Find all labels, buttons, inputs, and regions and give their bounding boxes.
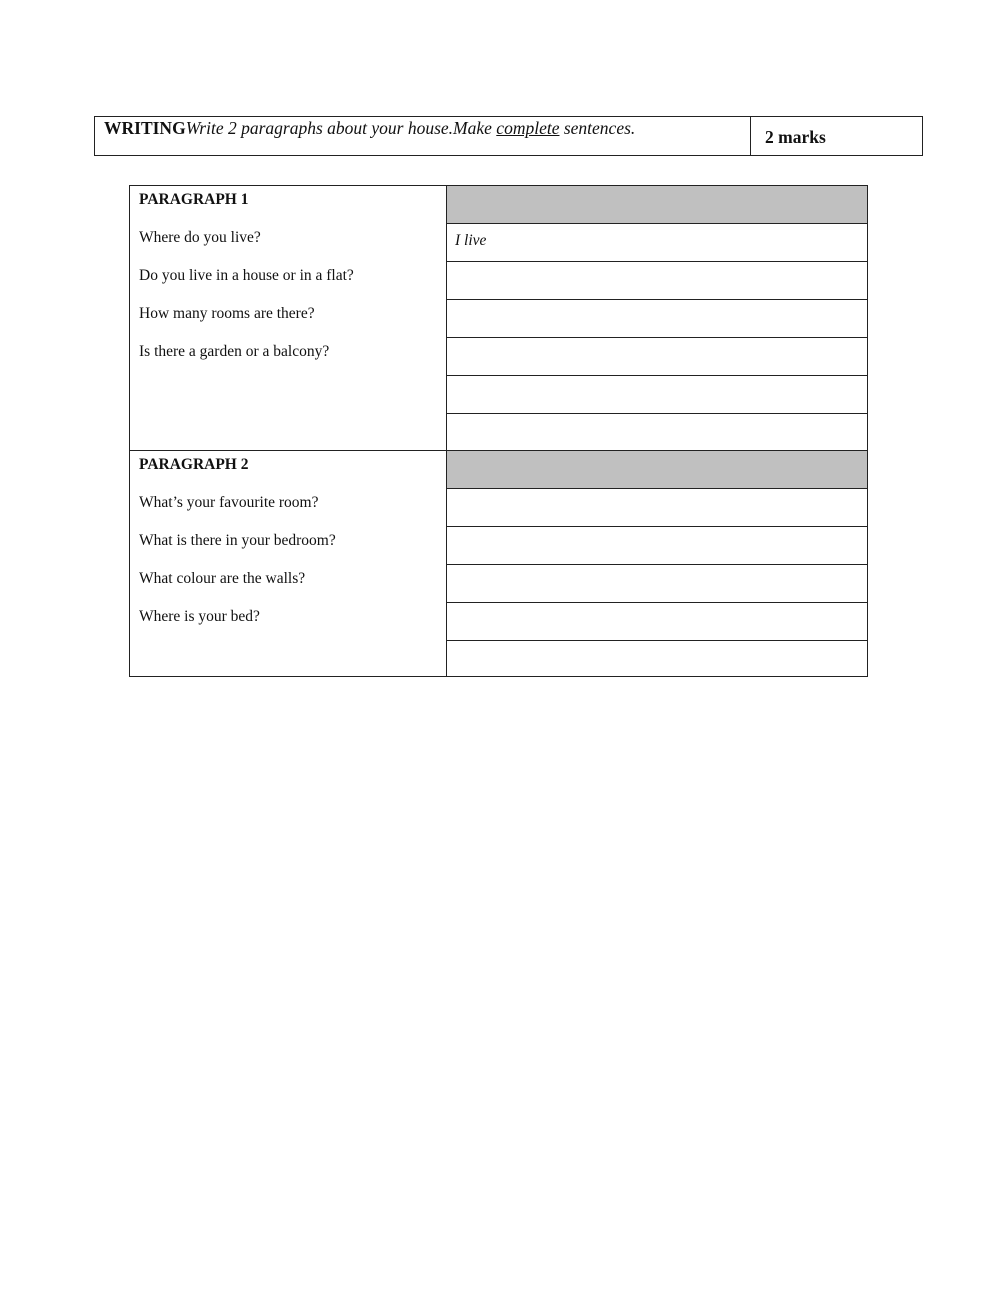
- task-header: [94, 116, 923, 156]
- answer-line[interactable]: [447, 527, 867, 565]
- question-house-or-flat: Do you live in a house or in a flat?: [139, 267, 354, 284]
- paragraph-1-answers: [447, 186, 867, 450]
- marks-label: 2 marks: [765, 127, 826, 147]
- paragraph-1-section: [130, 186, 867, 451]
- paragraph-2-answers: [447, 451, 867, 676]
- answer-line[interactable]: [447, 414, 867, 452]
- answer-line[interactable]: [447, 262, 867, 300]
- instruction-text-2: sentences.: [559, 118, 636, 138]
- answer-line[interactable]: [447, 489, 867, 527]
- paragraph-2-section: [130, 451, 867, 676]
- paragraph-2-questions: [130, 451, 447, 676]
- task-instruction: [95, 117, 751, 155]
- answer-line[interactable]: [447, 603, 867, 641]
- task-heading: WRITING: [104, 118, 186, 138]
- instruction-text-1: Write 2 paragraphs about your house.Make: [185, 118, 497, 138]
- answer-line[interactable]: [447, 338, 867, 376]
- paragraph-1-questions: [130, 186, 447, 450]
- answer-line[interactable]: [447, 565, 867, 603]
- question-bed-location: Where is your bed?: [139, 608, 260, 625]
- question-wall-colour: What colour are the walls?: [139, 570, 306, 587]
- paragraph-1-header-cell: [447, 186, 867, 224]
- writing-table: [129, 185, 868, 677]
- paragraph-1-title: PARAGRAPH 1: [139, 191, 249, 208]
- question-where-live: Where do you live?: [139, 229, 261, 246]
- question-bedroom-contents: What is there in your bedroom?: [139, 532, 336, 549]
- answer-line[interactable]: [447, 641, 867, 676]
- question-rooms-count: How many rooms are there?: [139, 305, 315, 322]
- paragraph-2-header-cell: [447, 451, 867, 489]
- paragraph-2-title: PARAGRAPH 2: [139, 456, 249, 473]
- answer-starter-text: I live: [455, 232, 487, 249]
- instruction-underlined-word: complete: [496, 118, 560, 138]
- answer-line[interactable]: [447, 300, 867, 338]
- question-favourite-room: What’s your favourite room?: [139, 494, 319, 511]
- answer-line[interactable]: [447, 376, 867, 414]
- question-garden-balcony: Is there a garden or a balcony?: [139, 343, 330, 360]
- answer-line[interactable]: [447, 224, 867, 262]
